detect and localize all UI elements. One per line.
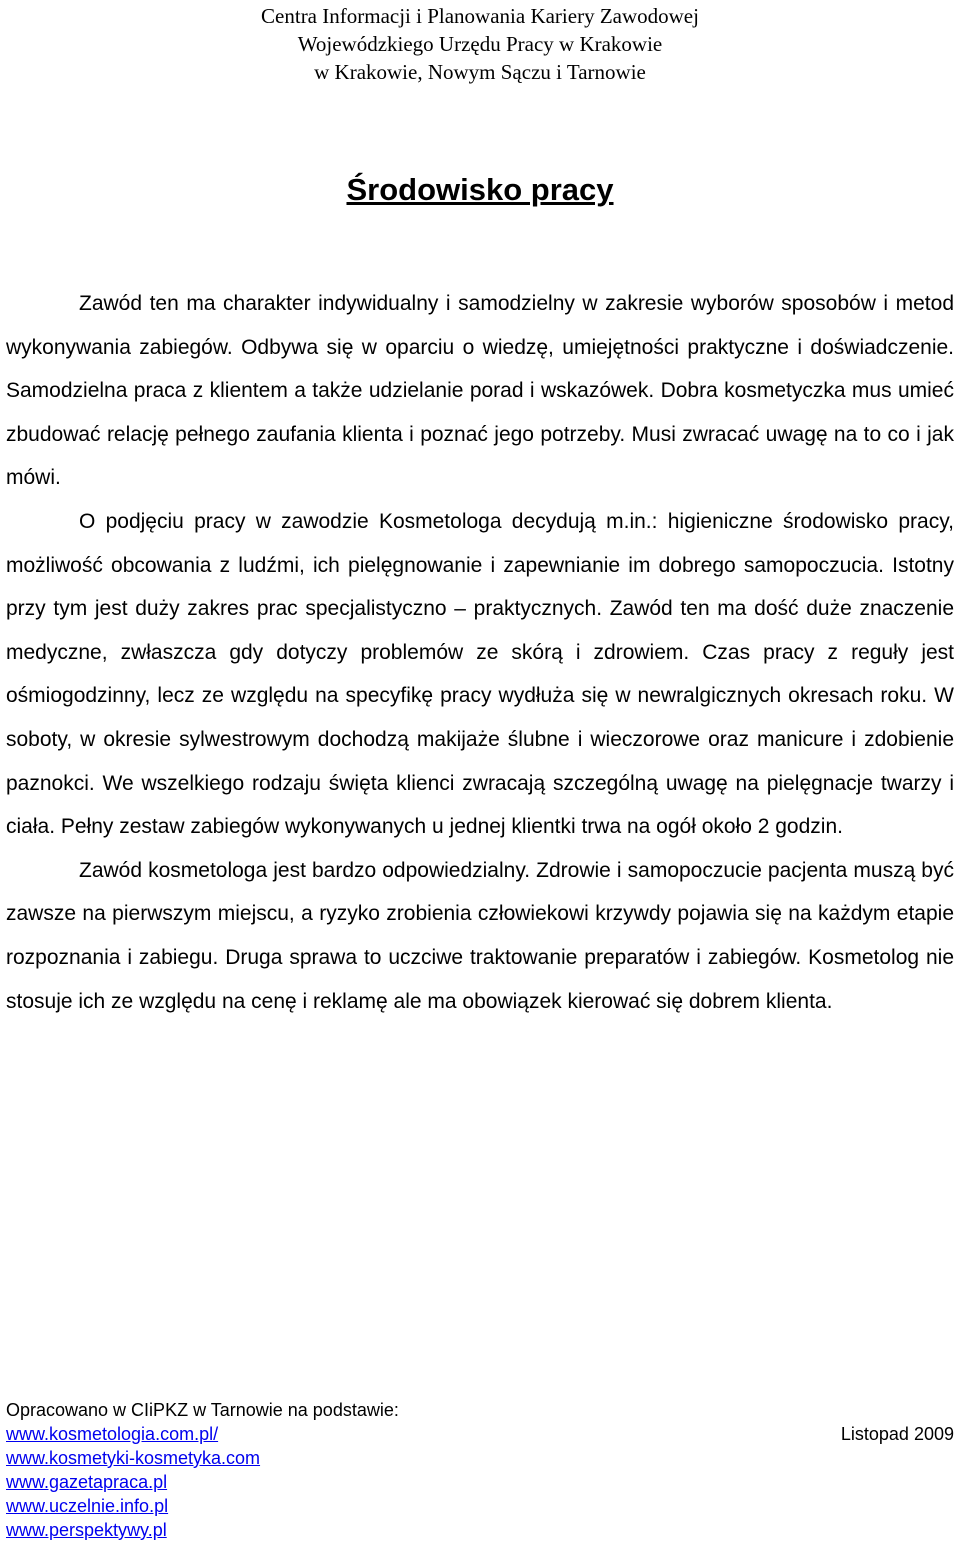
paragraph-1: Zawód ten ma charakter indywidualny i samodzielny w zakresie wyborów sposobów i metod wykonywania zabiegów. Odbywa się w oparciu o wiedzę, umiejętności praktyczne i doświadczenie. Samodzielna praca z klientem a także udzielanie porad i wskazówek. Dobra kosmetyczka mus umieć zbudować relację pełnego zaufania klienta i poznać jego potrzeby. Musi zwracać uwagę na to co i jak mówi. bbox=[6, 292, 954, 490]
header-line-1: Centra Informacji i Planowania Kariery Zawodowej bbox=[261, 4, 699, 28]
header-line-2: Wojewódzkiego Urzędu Pracy w Krakowie bbox=[297, 32, 663, 56]
page-title: Środowisko pracy bbox=[346, 172, 614, 207]
source-label: Opracowano w CIiPKZ w Tarnowie na podstawie: bbox=[6, 1400, 399, 1420]
source-link-uczelnie[interactable]: www.uczelnie.info.pl bbox=[6, 1496, 169, 1516]
source-link-kosmetyki[interactable]: www.kosmetyki-kosmetyka.com bbox=[6, 1448, 261, 1468]
first-link-row bbox=[6, 1422, 954, 1446]
source-links bbox=[6, 1422, 954, 1542]
paragraph-3: Zawód kosmetologa jest bardzo odpowiedzialny. Zdrowie i samopoczucie pacjenta muszą być zawsze na pierwszym miejscu, a ryzyko zrobienia człowiekowi krzywdy pojawia się na każdym etapie rozpoznania i zabiegu. Druga sprawa to uczciwe traktowanie preparatów i zabiegów. Kosmetolog nie stosuje ich ze względu na cenę i reklamę ale ma obowiązek kierować się dobrem klienta. bbox=[6, 858, 954, 1013]
paragraph-2: O podjęciu pracy w zawodzie Kosmetologa decydują m.in.: higieniczne środowisko pracy, możliwość obcowania z ludźmi, ich pielęgnowanie i zapewnianie im dobrego samopoczucia. Istotny przy tym jest duży zakres prac specjalistyczno – praktycznych. Zawód ten ma dość duże znaczenie medyczne, zwłaszcza gdy dotyczy problemów ze skórą i zdrowiem. Czas pracy z reguły jest ośmiogodzinny, lecz ze względu na specyfikę pracy wydłuża się w newralgicznych okresach roku. W soboty, w okresie sylwestrowym dochodzą makijaże ślubne i wieczorowe oraz manicure i zdobienie paznokci. We wszelkiego rodzaju święta klienci zwracają szczególną uwagę na pielęgnacje twarzy i ciała. Pełny zestaw zabiegów wykonywanych u jednej klientki trwa na ogół około 2 godzin. bbox=[6, 509, 954, 839]
document-body bbox=[6, 282, 954, 1023]
source-link-gazetapraca[interactable]: www.gazetapraca.pl bbox=[6, 1472, 168, 1492]
document-footer bbox=[6, 1398, 954, 1542]
source-link-kosmetologia[interactable]: www.kosmetologia.com.pl/ bbox=[6, 1424, 219, 1444]
document-date: Listopad 2009 bbox=[840, 1424, 954, 1444]
header-line-3: w Krakowie, Nowym Sączu i Tarnowie bbox=[314, 60, 646, 84]
source-link-perspektywy[interactable]: www.perspektywy.pl bbox=[6, 1520, 167, 1540]
document-header bbox=[0, 2, 960, 86]
